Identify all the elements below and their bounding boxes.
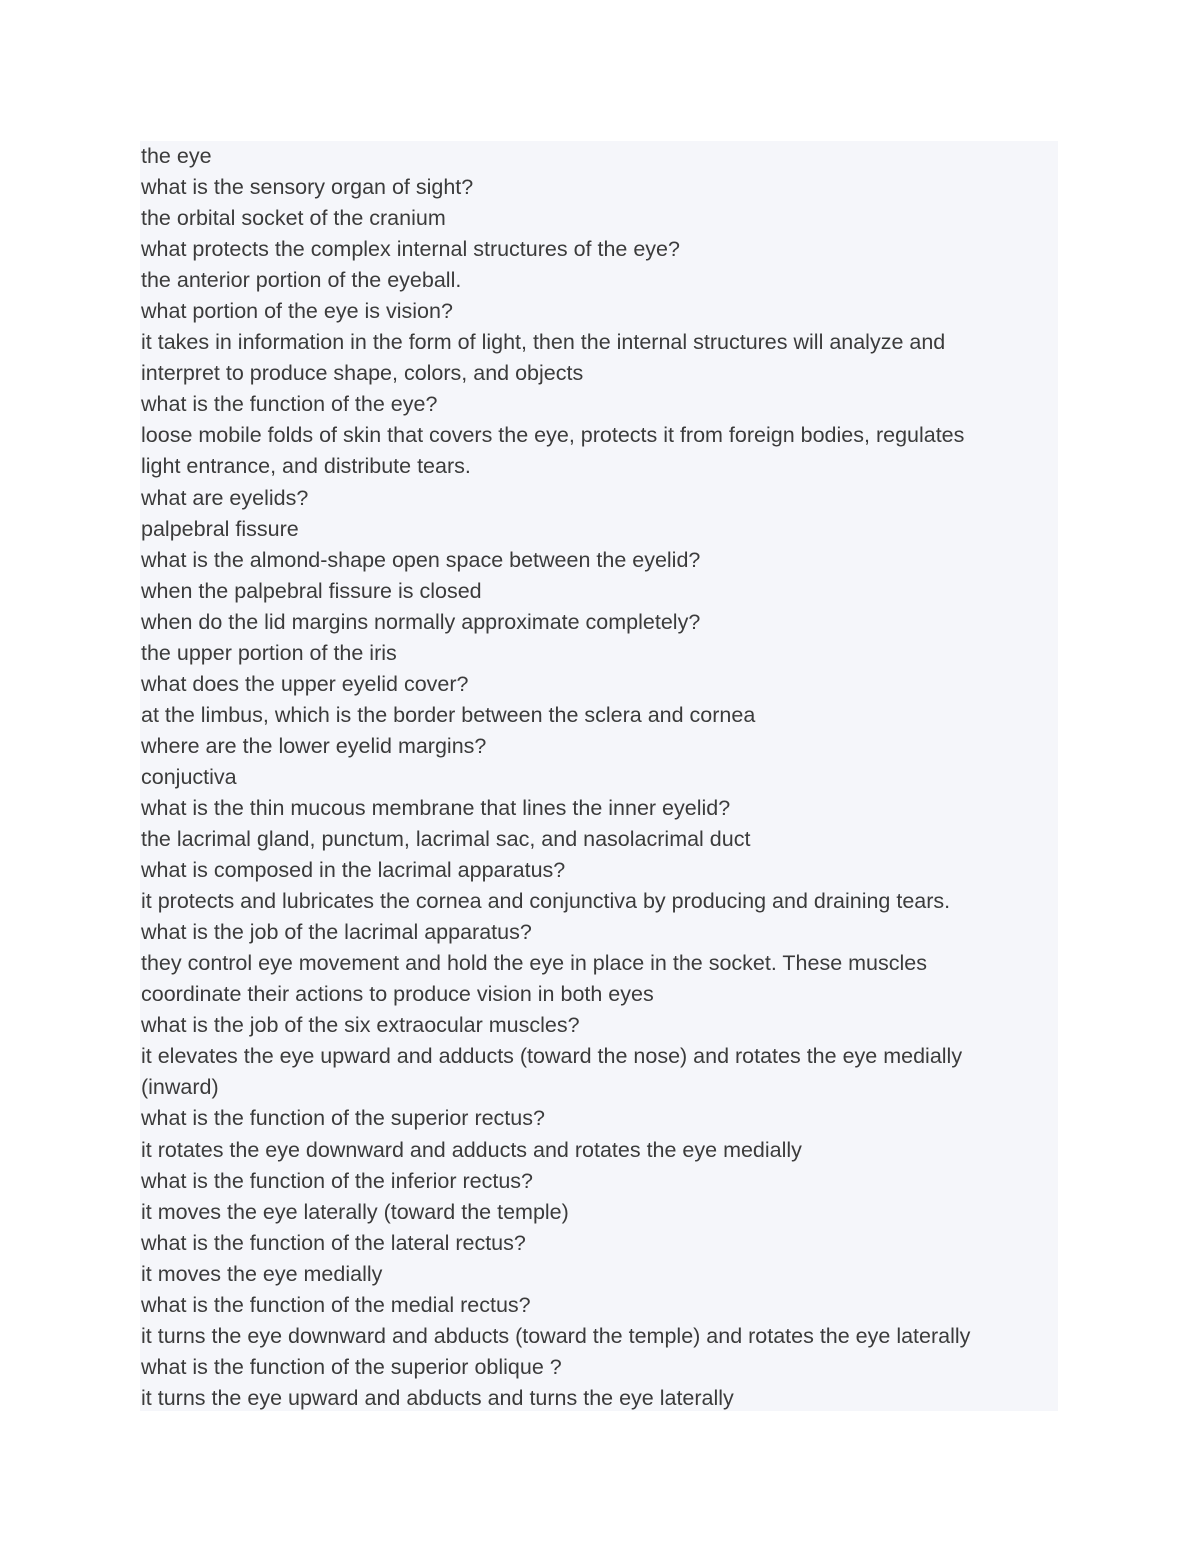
text-line: when the palpebral fissure is closed [141, 578, 482, 603]
text-line: conjuctiva [141, 764, 237, 789]
text-line: it moves the eye laterally (toward the temple) [141, 1199, 569, 1224]
text-line: what is the sensory organ of sight? [141, 175, 474, 200]
text-line: what protects the complex internal structures of the eye? [141, 237, 680, 262]
text-line: it elevates the eye upward and adducts (toward the nose) and rotates the eye medially [141, 1044, 963, 1069]
text-line: what are eyelids? [141, 485, 309, 510]
text-line: the lacrimal gland, punctum, lacrimal sac, and nasolacrimal duct [141, 827, 751, 852]
text-line: what is the function of the eye? [141, 392, 438, 417]
text-line: what is the thin mucous membrane that lines the inner eyelid? [141, 795, 731, 820]
text-line: what is the function of the lateral rectus? [141, 1230, 526, 1255]
text-line: it protects and lubricates the cornea and conjunctiva by producing and draining tears. [141, 889, 951, 914]
text-line: what is the function of the inferior rectus? [141, 1168, 533, 1193]
text-line: what is the almond-shape open space between the eyelid? [141, 547, 701, 572]
text-line: (inward) [141, 1075, 219, 1100]
text-line: coordinate their actions to produce vision in both eyes [141, 982, 654, 1007]
flashcard-text-block [140, 141, 1058, 1411]
text-line: light entrance, and distribute tears. [141, 454, 471, 479]
text-line: at the limbus, which is the border between the sclera and cornea [141, 702, 756, 727]
text-line: what is the function of the superior rectus? [141, 1106, 545, 1131]
text-line: the anterior portion of the eyeball. [141, 268, 462, 293]
text-line: when do the lid margins normally approximate completely? [141, 609, 701, 634]
text-line: what is the job of the lacrimal apparatus? [141, 920, 532, 945]
text-line: what does the upper eyelid cover? [141, 671, 469, 696]
text-line: it turns the eye upward and abducts and turns the eye laterally [141, 1385, 734, 1410]
text-line: loose mobile folds of skin that covers the eye, protects it from foreign bodies, regulates [141, 423, 965, 448]
text-line: the eye [141, 144, 212, 168]
text-line: it moves the eye medially [141, 1261, 383, 1286]
text-line: what portion of the eye is vision? [141, 299, 453, 324]
text-line: it takes in information in the form of light, then the internal structures will analyze and [141, 330, 946, 355]
text-line: they control eye movement and hold the eye in place in the socket. These muscles [141, 951, 927, 976]
text-line: the upper portion of the iris [141, 640, 397, 665]
text-line: it rotates the eye downward and adducts and rotates the eye medially [141, 1137, 802, 1162]
text-line: it turns the eye downward and abducts (toward the temple) and rotates the eye laterally [141, 1323, 971, 1348]
text-line: the orbital socket of the cranium [141, 206, 446, 231]
text-line: what is the function of the superior oblique ? [141, 1354, 562, 1379]
text-line: where are the lower eyelid margins? [141, 733, 487, 758]
text-line: what is the function of the medial rectus? [141, 1292, 531, 1317]
text-line: what is composed in the lacrimal apparatus? [141, 858, 566, 883]
text-line: what is the job of the six extraocular muscles? [141, 1013, 580, 1038]
text-line: interpret to produce shape, colors, and objects [141, 361, 584, 386]
text-line: palpebral fissure [141, 516, 299, 541]
